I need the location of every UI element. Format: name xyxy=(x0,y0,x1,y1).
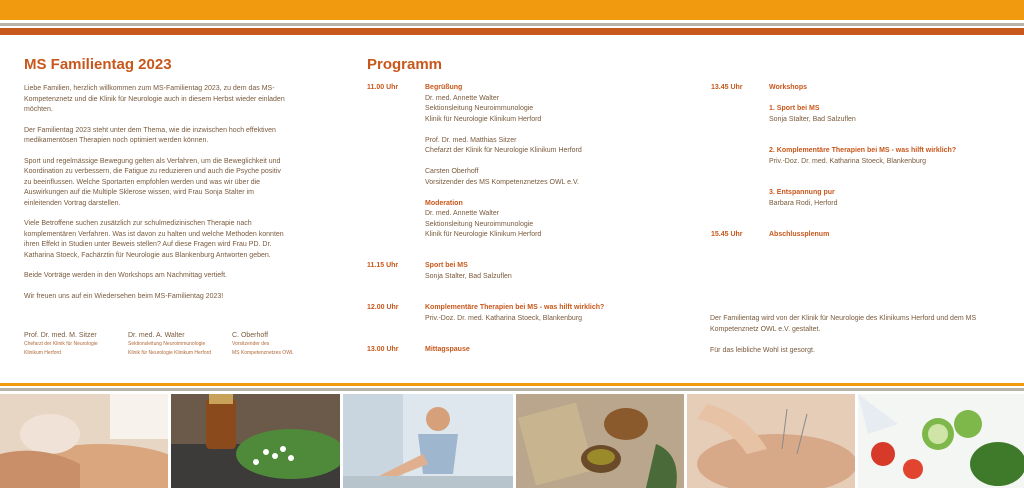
program-heading: Mittagspause xyxy=(425,346,470,353)
tea-ceremony-photo xyxy=(516,394,684,488)
program-closing xyxy=(769,230,1009,241)
program-line: Sonja Stalter, Bad Salzuflen xyxy=(769,115,856,123)
time-1115: 11.15 Uhr xyxy=(367,262,399,269)
program-spacer xyxy=(769,167,1009,178)
signature-oberhoff xyxy=(232,331,294,358)
program-spacer xyxy=(425,188,685,199)
program-heading: Abschlussplenum xyxy=(769,231,830,238)
intro-paragraph: Sport und regelmässige Bewegung gelten als Verfahren, um die Beweglichkeit und Koordination zu verbessern, die Fatigue zu reduzieren und auch die Psyche positiv zu beeinflussen. Welche Sportarten empfohlen werden und was wir über die Auswirkungen auf die Multiple Sklerose wissen, wird Frau Sonja Stalter im einleitenden Vortrag darstellen. xyxy=(24,157,281,207)
program-workshops xyxy=(769,83,1009,209)
footer-paragraph: Der Familientag wird von der Klinik für Neurologie des Klinikums Herford und dem MS Kompetenznetz OWL e.V. gestaltet. xyxy=(710,315,977,333)
time-1345: 13.45 Uhr xyxy=(711,84,743,91)
program-line: Priv.-Doz. Dr. med. Katharina Stoeck, Blankenburg xyxy=(769,157,927,165)
program-line: Dr. med. Annette Walter xyxy=(425,210,500,217)
workshop-heading: 3. Entspannung pur xyxy=(769,189,835,196)
intro-paragraph: Viele Betroffene suchen zusätzlich zur schulmedizinischen Therapie nach komplementären Verfahren. Was ist davon zu halten und welche Methoden konnten ihren Effekt in Studien unter Beweis stellen? Auf diese Fragen wird Frau PD. Dr. Katharina Stoeck, Fachärztin für Neurologie aus Blankenburg Antworten geben. xyxy=(24,220,284,259)
program-spacer xyxy=(769,136,1009,147)
top-rust-stripe xyxy=(0,28,1024,35)
time-1545: 15.45 Uhr xyxy=(711,231,743,238)
bottom-gray-stripe xyxy=(0,388,1024,391)
time-1100: 11.00 Uhr xyxy=(367,84,399,91)
program-spacer xyxy=(425,125,685,136)
program-line: Klinik für Neurologie Klinikum Herford xyxy=(425,231,542,238)
signature-walter xyxy=(128,331,211,358)
signature-name: Prof. Dr. med. M. Sitzer xyxy=(24,332,97,339)
program-line: Barbara Rodi, Herford xyxy=(769,199,838,207)
signature-name: C. Oberhoff xyxy=(232,332,269,339)
photo-strip xyxy=(0,394,1024,488)
program-line: Sektionsleitung Neuroimmunologie xyxy=(425,220,534,228)
page-title: MS Familientag 2023 xyxy=(24,56,172,73)
program-line: Priv.-Doz. Dr. med. Katharina Stoeck, Blankenburg xyxy=(425,314,583,322)
program-spacer xyxy=(769,125,1009,136)
bottom-orange-stripe xyxy=(0,383,1024,386)
signature-role: Klinik für Neurologie Klinikum Herford xyxy=(128,350,212,356)
homeopathy-photo xyxy=(171,394,340,488)
signature-sitzer xyxy=(24,331,98,358)
intro-paragraph: Beide Vorträge werden in den Workshops am Nachmittag vertieft. xyxy=(24,272,227,279)
signature-role: MS Kompetenznetzes OWL xyxy=(232,350,294,356)
top-orange-band xyxy=(0,0,1024,20)
signature-role: Klinikum Herford xyxy=(24,350,61,356)
program-spacer xyxy=(769,94,1009,105)
acupuncture-photo xyxy=(687,394,855,488)
intro-paragraph: Liebe Familien, herzlich willkommen zum MS-Familientag 2023, zu dem das MS-Kompetenznetz und die Klinik für Neurologie auch in diesem Herbst wieder einladen möchten. xyxy=(24,85,285,113)
intro-paragraph: Der Familientag 2023 steht unter dem Thema, wie die inzwischen hoch effektiven medikamentösen Therapien noch optimiert werden können. xyxy=(24,126,276,144)
program-line: Klinik für Neurologie Klinikum Herford xyxy=(425,115,542,123)
program-title: Programm xyxy=(367,56,443,73)
intro-paragraph: Wir freuen uns auf ein Wiedersehen beim MS-Familientag 2023! xyxy=(24,292,224,300)
program-lunch xyxy=(425,345,685,356)
program-heading: Sport bei MS xyxy=(425,262,468,269)
workshop-heading: 2. Komplementäre Therapien bei MS - was hilft wirklich? xyxy=(769,147,957,154)
program-spacer xyxy=(425,157,685,168)
footer-paragraph: Für das leibliche Wohl ist gesorgt. xyxy=(710,347,815,354)
program-line: Sektionsleitung Neuroimmunologie xyxy=(425,105,534,112)
time-1200: 12.00 Uhr xyxy=(367,304,399,311)
program-sport xyxy=(425,261,685,282)
program-line: Sonja Stalter, Bad Salzuflen xyxy=(425,272,512,280)
program-line: Carsten Oberhoff xyxy=(425,168,479,175)
program-spacer xyxy=(769,178,1009,189)
stretching-woman-photo xyxy=(343,394,513,488)
workshop-heading: 1. Sport bei MS xyxy=(769,105,820,112)
signature-role: Sektionsleitung Neuroimmunologie xyxy=(128,341,206,347)
program-heading: Begrüßung xyxy=(425,84,463,91)
program-line: Prof. Dr. med. Matthias Sitzer xyxy=(425,136,517,144)
program-heading: Moderation xyxy=(425,199,463,207)
program-line: Chefarzt der Klinik für Neurologie Klinikum Herford xyxy=(425,147,582,154)
time-1300: 13.00 Uhr xyxy=(367,346,399,353)
program-heading: Komplementäre Therapien bei MS - was hilft wirklich? xyxy=(425,304,605,311)
signature-role: Chefarzt der Klinik für Neurologie xyxy=(24,341,98,347)
massage-photo xyxy=(0,394,168,488)
footer-text xyxy=(710,314,1000,368)
vegetables-splash-photo xyxy=(858,394,1024,488)
program-line: Dr. med. Annette Walter xyxy=(425,94,500,102)
intro-text xyxy=(24,84,286,312)
program-heading: Workshops xyxy=(769,84,807,91)
signature-name: Dr. med. A. Walter xyxy=(128,332,185,339)
program-welcome xyxy=(425,83,685,241)
signature-role: Vorsitzender des xyxy=(232,341,270,347)
program-line: Vorsitzender des MS Kompetenznetzes OWL e.V. xyxy=(425,178,579,186)
program-complementary xyxy=(425,303,695,324)
